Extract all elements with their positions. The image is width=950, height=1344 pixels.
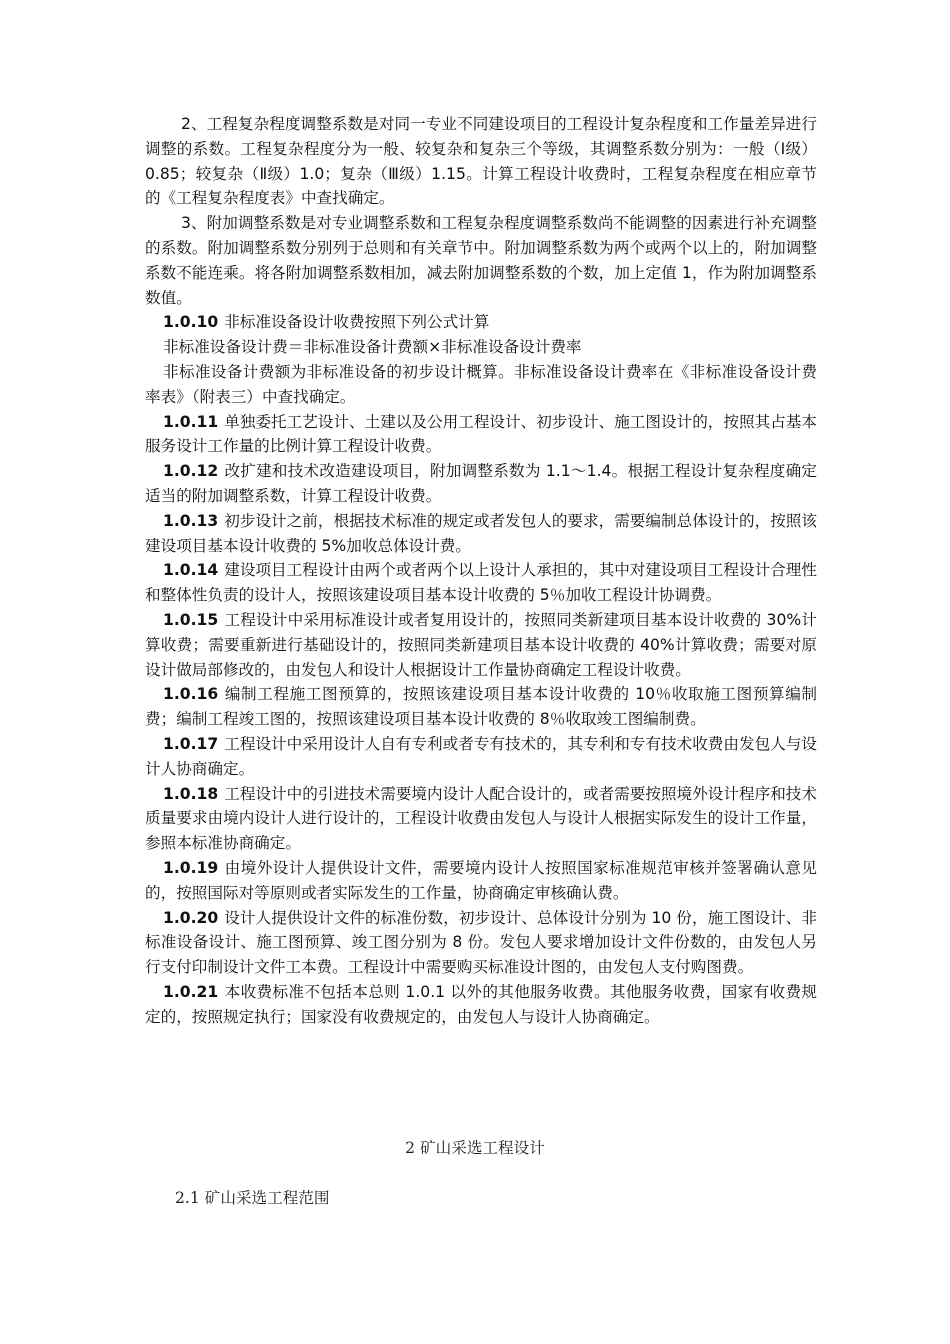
clause-number: 1.0.10 [163, 313, 219, 332]
paragraph-complexity-coefficient: 2、工程复杂程度调整系数是对同一专业不同建设项目的工程设计复杂程度和工作量差异进行调整的系数。工程复杂程度分为一般、较复杂和复杂三个等级，其调整系数分别为：一般（Ⅰ级）0.85；较复杂（Ⅱ级）1.0；复杂（Ⅲ级）1.15。计算工程设计收费时，工程复杂程度在相应章节的《工程复杂程度表》中查找确定。 [145, 115, 817, 208]
clause-1-0-15 [145, 608, 817, 682]
clause-text: 工程设计中的引进技术需要境内设计人配合设计的，或者需要按照境外设计程序和技术质量要求由境内设计人进行设计的，工程设计收费由发包人与设计人根据实际发生的设计工作量，参照本标准协商确定。 [145, 784, 817, 853]
formula-line: 非标准设备设计费＝非标准设备计费额×非标准设备设计费率 [163, 338, 582, 357]
clause-number: 1.0.12 [163, 462, 219, 481]
clause-number: 1.0.19 [163, 858, 219, 877]
paragraph-nonstandard-equipment: 非标准设备计费额为非标准设备的初步设计概算。非标准设备设计费率在《非标准设备设计费率表》（附表三）中查找确定。 [145, 362, 817, 406]
clause-text: 工程设计中采用设计人自有专利或者专有技术的，其专利和专有技术收费由发包人与设计人协商确定。 [145, 734, 817, 778]
clause-number: 1.0.11 [163, 412, 219, 431]
clause-text: 建设项目工程设计由两个或者两个以上设计人承担的，其中对建设项目工程设计合理性和整体性负责的设计人，按照该建设项目基本设计收费的 5％加收工程设计协调费。 [145, 561, 817, 605]
paragraph-additional-coefficient: 3、附加调整系数是对专业调整系数和工程复杂程度调整系数尚不能调整的因素进行补充调整的系数。附加调整系数分别列于总则和有关章节中。附加调整系数为两个或两个以上的，附加调整系数不能连乘。将各附加调整系数相加，减去附加调整系数的个数，加上定值 1，作为附加调整系数值。 [145, 214, 817, 307]
clause-1-0-12 [145, 459, 817, 509]
clause-text: 非标准设备设计收费按照下列公式计算 [224, 313, 490, 332]
clause-1-0-14 [145, 558, 817, 608]
chapter-heading: 2 矿山采选工程设计 [405, 1139, 545, 1157]
clause-text: 改扩建和技术改造建设项目，附加调整系数为 1.1～1.4。根据工程设计复杂程度确定适当的附加调整系数，计算工程设计收费。 [145, 462, 817, 505]
clause-text: 单独委托工艺设计、土建以及公用工程设计、初步设计、施工图设计的，按照其占基本服务设计工作量的比例计算工程设计收费。 [145, 412, 817, 456]
document-body [145, 112, 817, 1029]
section-heading: 2.1 矿山采选工程范围 [175, 1189, 330, 1207]
clause-1-0-21 [145, 980, 817, 1030]
clause-1-0-17 [145, 732, 817, 782]
clause-1-0-11 [145, 410, 817, 460]
clause-1-0-19 [145, 856, 817, 906]
clause-1-0-20 [145, 906, 817, 980]
clause-number: 1.0.14 [163, 561, 219, 580]
clause-text: 本收费标准不包括本总则 1.0.1 以外的其他服务收费。其他服务收费，国家有收费规定的，按照规定执行；国家没有收费规定的，由发包人与设计人协商确定。 [145, 982, 817, 1026]
clause-1-0-10 [145, 310, 817, 335]
clause-1-0-18 [145, 782, 817, 856]
clause-1-0-13 [145, 509, 817, 559]
clause-number: 1.0.15 [163, 610, 219, 629]
clause-text: 设计人提供设计文件的标准份数，初步设计、总体设计分别为 10 份，施工图设计、非标准设备设计、施工图预算、竣工图分别为 8 份。发包人要求增加设计文件份数的，由发包人另行支付印制设计文件工本费。工程设计中需要购买标准设计图的，由发包人支付购图费。 [145, 908, 817, 977]
clause-number: 1.0.13 [163, 511, 219, 530]
clause-text: 由境外设计人提供设计文件，需要境内设计人按照国家标准规范审核并签署确认意见的，按照国际对等原则或者实际发生的工作量，协商确定审核确认费。 [145, 858, 817, 902]
clause-number: 1.0.16 [163, 685, 219, 704]
clause-number: 1.0.17 [163, 734, 219, 753]
clause-1-0-16 [145, 682, 817, 732]
clause-text: 初步设计之前，根据技术标准的规定或者发包人的要求，需要编制总体设计的，按照该建设项目基本设计收费的 5%加收总体设计费。 [145, 511, 817, 555]
clause-text: 编制工程施工图预算的，按照该建设项目基本设计收费的 10％收取施工图预算编制费；编制工程竣工图的，按照该建设项目基本设计收费的 8％收取竣工图编制费。 [145, 685, 817, 729]
clause-number: 1.0.20 [163, 908, 219, 927]
clause-text: 工程设计中采用标准设计或者复用设计的，按照同类新建项目基本设计收费的 30%计算收费；需要重新进行基础设计的，按照同类新建项目基本设计收费的 40%计算收费；需要对原设计做局部修改的，由发包人和设计人根据设计工作量协商确定工程设计收费。 [145, 610, 817, 679]
clause-number: 1.0.21 [163, 982, 219, 1001]
clause-number: 1.0.18 [163, 784, 219, 803]
